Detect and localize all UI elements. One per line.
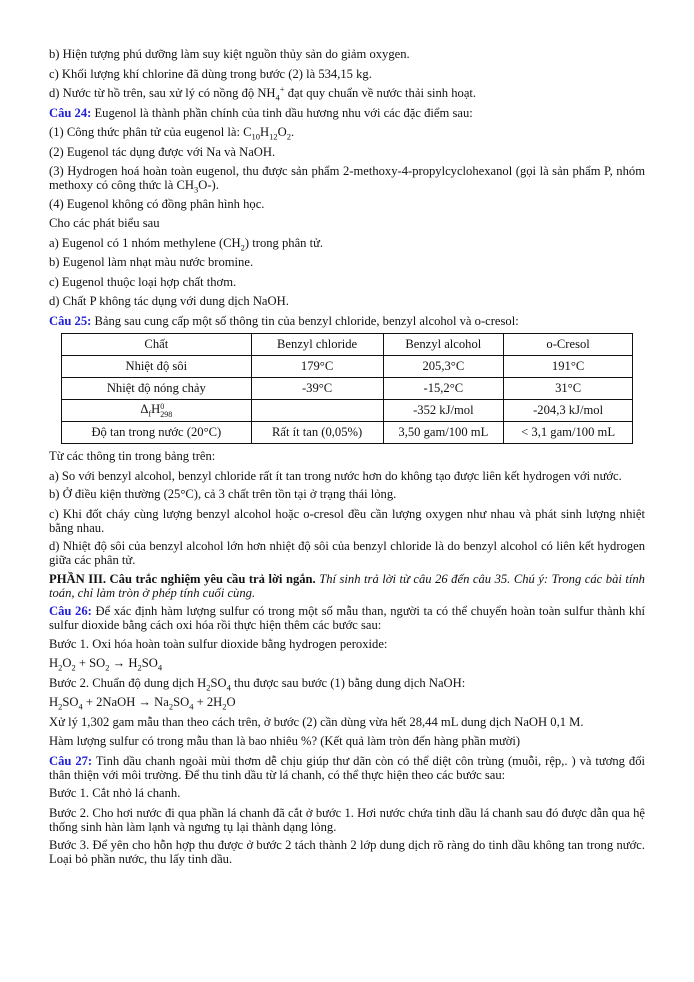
q24-intro	[49, 106, 645, 121]
header-cell: o-Cresol	[504, 334, 633, 356]
text: SO	[210, 675, 227, 690]
q27-step-2: Bước 2. Cho hơi nước đi qua phần lá chanh đã cắt ở bước 1. Hơi nước chứa tinh dầu lá chanh sau đó được dẫn qua hệ thống sinh hàn làm lạnh và ngưng tụ lại thành dạng lỏng.	[49, 805, 645, 834]
text: O	[277, 125, 287, 139]
text: Để xác định hàm lượng sulfur có trong một số mẫu than, người ta có thể chuyển hoàn toàn sulfur thành khí sulfur dioxide bằng cách oxi hóa rồi thực hiện thêm các bước sau:	[49, 604, 645, 632]
text: d) Nước từ hồ trên, sau xử lý có nồng độ NH	[49, 86, 276, 100]
text: Eugenol là thành phần chính của tinh dầu hương nhu với các đặc điểm sau:	[91, 105, 473, 120]
subscript: 3	[193, 184, 199, 195]
subscript: 2	[222, 701, 227, 712]
subscript: 4	[157, 662, 163, 673]
table-cell	[251, 400, 383, 422]
q27-step-3: Bước 3. Để yên cho hỗn hợp thu được ở bước 2 tách thành 2 lớp dung dịch rõ ràng do tinh dầu không tan trong nước. Loại bỏ phần nước, thu lấy tinh dầu.	[49, 838, 645, 866]
text: Bước 2. Chuẩn độ dung dịch H	[49, 675, 207, 690]
text: ) trong phân tử.	[244, 235, 324, 250]
text: H	[49, 695, 59, 709]
text: + 2NaOH → Na	[82, 695, 169, 709]
table-cell: -15,2°C	[383, 378, 504, 400]
text: thu được sau bước (1) bằng dung dịch NaOH:	[230, 675, 466, 690]
q24-statement-c: c) Eugenol thuộc loại hợp chất thơm.	[49, 274, 237, 289]
q26-equation-1	[49, 656, 645, 671]
table-cell: Rất ít tan (0,05%)	[251, 422, 383, 444]
q25-statement-b: b) Ở điều kiện thường (25°C), cả 3 chất trên tồn tại ở trạng thái lỏng.	[49, 487, 397, 501]
header-cell: Benzyl chloride	[251, 334, 383, 356]
q24-statement-b: b) Eugenol làm nhạt màu nước bromine.	[49, 255, 254, 269]
question-label: Câu 27:	[49, 753, 93, 768]
header-cell: Benzyl alcohol	[383, 334, 504, 356]
table-cell: -204,3 kJ/mol	[504, 400, 633, 422]
q25-prompt: Từ các thông tin trong bảng trên:	[49, 449, 216, 463]
question-label: Câu 24:	[49, 105, 92, 120]
subscript: 2	[105, 662, 110, 673]
text: SO	[173, 695, 190, 709]
q23-statement-d	[49, 83, 645, 103]
q23-statement-c: c) Khối lượng khí chlorine đã dùng trong bước (2) là 534,15 kg.	[49, 66, 372, 81]
enthalpy-label-cell	[62, 400, 252, 422]
q27-intro	[49, 754, 645, 782]
text: O	[226, 695, 236, 709]
q24-fact-2: (2) Eugenol tác dụng được với Na và NaOH.	[49, 144, 276, 159]
subscript: 2	[240, 242, 245, 253]
text: (3) Hydrogen hoá hoàn toàn eugenol, thu được sản phẩm 2-methoxy-4-propylcyclohexanol (gọi là sản phẩm P, nhóm methoxy có công thức là CH	[49, 164, 645, 192]
table-row	[62, 422, 633, 444]
q24-statement-d: d) Chất P không tác dụng với dung dịch NaOH.	[49, 294, 289, 308]
q27-step-1: Bước 1. Cắt nhỏ lá chanh.	[49, 786, 181, 800]
q26-step-2	[49, 676, 645, 691]
q26-step-1: Bước 1. Oxi hóa hoàn toàn sulfur dioxide bằng hydrogen peroxide:	[49, 636, 388, 651]
q25-intro	[49, 314, 645, 329]
table-cell: Nhiệt độ nóng chảy	[62, 378, 252, 400]
question-label: Câu 25:	[49, 313, 92, 328]
text: + SO	[75, 656, 106, 670]
subscript: 2	[58, 701, 63, 712]
q26-equation-2	[49, 695, 645, 710]
q24-prompt: Cho các phát biểu sau	[49, 216, 160, 230]
part-note: Thí sinh trả lời từ câu 26 đến câu 35. Chú ý: Trong các bài tính toán, chỉ làm tròn ở phép tính cuối cùng.	[49, 571, 645, 600]
subscript: 2	[58, 662, 63, 673]
table-cell: 3,50 gam/100 mL	[383, 422, 504, 444]
subscript: 298	[160, 409, 173, 419]
table-cell: 205,3°C	[383, 356, 504, 378]
subscript: 4	[275, 92, 280, 103]
table-row	[62, 356, 633, 378]
q26-question: Hàm lượng sulfur có trong mẫu than là bao nhiêu %? (Kết quả làm tròn đến hàng phần mười)	[49, 734, 521, 748]
subscript: 2	[168, 701, 174, 712]
text: .	[290, 125, 295, 139]
sup-sub-stack	[160, 403, 172, 419]
subscript: 4	[78, 701, 83, 712]
text: Tinh dầu chanh ngoài mùi thơm dễ chịu giúp thư dãn còn có thể diệt côn trùng (muỗi, rệp,. ) và tương đối thân thiện với môi trường. Để thu tinh dầu từ lá chanh, có thể thực hiện theo các bước sau:	[49, 753, 645, 782]
text: Δ	[140, 402, 149, 417]
subscript: 12	[269, 131, 278, 142]
text: H	[151, 402, 161, 417]
superscript: 0	[160, 401, 165, 411]
subscript: 4	[226, 682, 231, 693]
properties-table	[61, 333, 633, 444]
text: (1) Công thức phân tử của eugenol là: C	[49, 125, 252, 139]
table-cell: < 3,1 gam/100 mL	[504, 422, 633, 444]
subscript: 4	[189, 701, 194, 712]
q24-fact-3	[49, 164, 645, 195]
table-cell: 191°C	[504, 356, 633, 378]
subscript: 2	[286, 131, 291, 142]
part3-heading	[49, 572, 645, 600]
text: SO	[141, 656, 158, 670]
q26-calculation: Xử lý 1,302 gam mẫu than theo cách trên, ở bước (2) cần dùng vừa hết 28,44 mL dung dịch NaOH 0,1 M.	[49, 714, 584, 729]
text: H	[49, 656, 59, 670]
q23-statement-b: b) Hiện tượng phú dưỡng làm suy kiệt nguồn thủy sản do giảm oxygen.	[49, 47, 410, 61]
question-label: Câu 26:	[49, 604, 92, 618]
q24-fact-1	[49, 125, 645, 140]
q25-statement-d: d) Nhiệt độ sôi của benzyl alcohol lớn hơn nhiệt độ sôi của benzyl chloride là do benzyl alcohol có liên kết hydrogen giữa các phân tử.	[49, 539, 645, 567]
text: H	[260, 125, 270, 139]
table-header-row	[62, 334, 633, 356]
subscript: 10	[251, 131, 261, 142]
table-cell: 31°C	[504, 378, 633, 400]
subscript: 2	[137, 662, 142, 673]
text: đạt quy chuẩn về nước thải sinh hoạt.	[284, 86, 477, 100]
table-cell: Nhiệt độ sôi	[62, 356, 252, 378]
table-cell: -39°C	[251, 378, 383, 400]
superscript: +	[279, 83, 285, 94]
q25-statement-c: c) Khi đốt cháy cùng lượng benzyl alcohol hoặc o-cresol đều cần lượng oxygen như nhau và phát sinh lượng nhiệt bằng nhau.	[49, 506, 645, 535]
text: Bảng sau cung cấp một số thông tin của benzyl chloride, benzyl alcohol và o-cresol:	[91, 313, 519, 328]
text: SO	[62, 695, 79, 709]
text: → H	[109, 656, 138, 670]
q24-statement-a	[49, 236, 645, 251]
text: O	[62, 656, 72, 670]
table-cell: 179°C	[251, 356, 383, 378]
table-cell: -352 kJ/mol	[383, 400, 504, 422]
subscript: 2	[71, 662, 76, 673]
text: a) Eugenol có 1 nhóm methylene (CH	[49, 235, 241, 250]
table-cell: Độ tan trong nước (20°C)	[62, 422, 252, 444]
part-title: PHẦN III. Câu trắc nghiệm yêu cầu trả lời ngắn.	[49, 571, 316, 586]
table-row	[62, 400, 633, 422]
q25-statement-a: a) So với benzyl alcohol, benzyl chloride rất ít tan trong nước hơn do không tạo được liên kết hydrogen với nước.	[49, 468, 622, 483]
q26-intro	[49, 604, 645, 632]
table-row	[62, 378, 633, 400]
header-cell: Chất	[62, 334, 252, 356]
subscript: 2	[206, 682, 211, 693]
text: O-).	[198, 178, 219, 192]
text: + 2H	[193, 695, 223, 709]
q24-fact-4: (4) Eugenol không có đồng phân hình học.	[49, 196, 265, 211]
exam-page	[49, 47, 645, 871]
subscript: f	[148, 409, 152, 419]
